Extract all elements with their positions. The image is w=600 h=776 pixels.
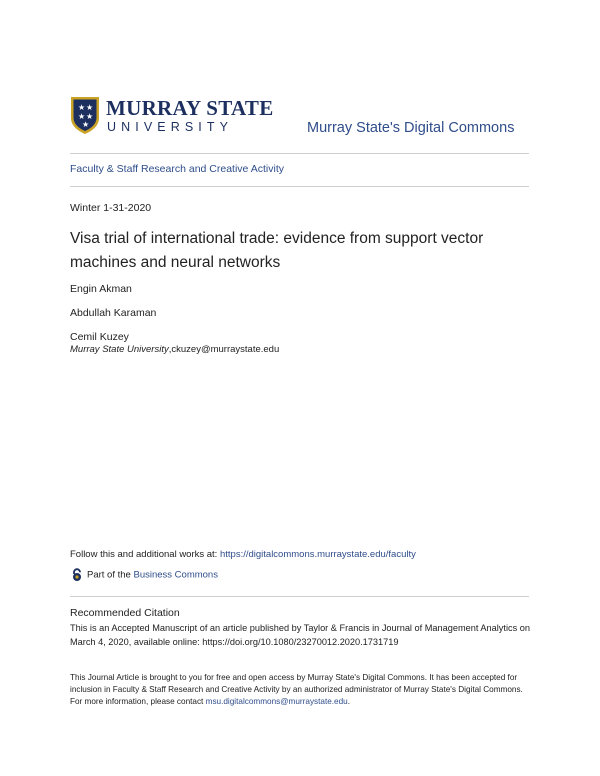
svg-text:★: ★ — [86, 103, 94, 112]
affiliation-name: Murray State University — [70, 344, 169, 355]
follow-link[interactable]: https://digitalcommons.murraystate.edu/faculty — [219, 549, 416, 560]
repository-title[interactable]: Murray State's Digital Commons — [307, 120, 515, 136]
author-affiliation — [70, 344, 279, 355]
part-of-line — [70, 566, 218, 582]
footer-text: This Journal Article is brought to you for free and open access by Murray State's Digital Commons. It has been accepted for inclusion in Faculty & Staff Research and Creative Activity by an authorized administrator of Murray State's Digital Commons. For more information, please contact — [70, 673, 523, 706]
follow-text: Follow this and additional works at: — [70, 549, 220, 560]
citation-body: This is an Accepted Manuscript of an article published by Taylor & Francis in Journal of Management Analytics on March 4, 2020, available online: https://doi.org/10.1080/23270012.2020.1731719 — [70, 623, 530, 647]
divider — [70, 186, 529, 187]
contact-email-link[interactable]: msu.digitalcommons@murraystate.edu — [205, 697, 348, 706]
open-access-icon — [70, 568, 84, 582]
footer-notice — [70, 672, 530, 708]
svg-text:★: ★ — [86, 112, 94, 121]
university-logo[interactable] — [70, 96, 285, 138]
author-name: Cemil Kuzey — [70, 331, 129, 343]
collection-link[interactable]: Faculty & Staff Research and Creative Activity — [70, 163, 284, 175]
svg-text:★: ★ — [78, 112, 86, 121]
university-shield-icon — [70, 96, 100, 135]
author-email: ,ckuzey@murraystate.edu — [168, 344, 280, 355]
article-title: Visa trial of international trade: evidence from support vector machines and neural networks — [70, 230, 484, 271]
divider — [70, 153, 529, 154]
svg-text:★: ★ — [78, 103, 86, 112]
business-commons-link[interactable]: Business Commons — [133, 569, 218, 581]
svg-text:★: ★ — [82, 120, 90, 129]
divider — [70, 596, 529, 597]
follow-line — [70, 549, 416, 560]
logo-subtitle: UNIVERSITY — [107, 120, 234, 134]
publication-date: Winter 1-31-2020 — [70, 202, 152, 214]
part-of-text — [87, 569, 218, 580]
author-name: Abdullah Karaman — [70, 307, 157, 319]
part-of-prefix: Part of the — [87, 569, 134, 581]
footer-end: . — [347, 697, 351, 706]
author-name: Engin Akman — [70, 283, 132, 295]
citation-heading: Recommended Citation — [70, 607, 180, 619]
logo-name: MURRAY STATE — [106, 96, 274, 120]
